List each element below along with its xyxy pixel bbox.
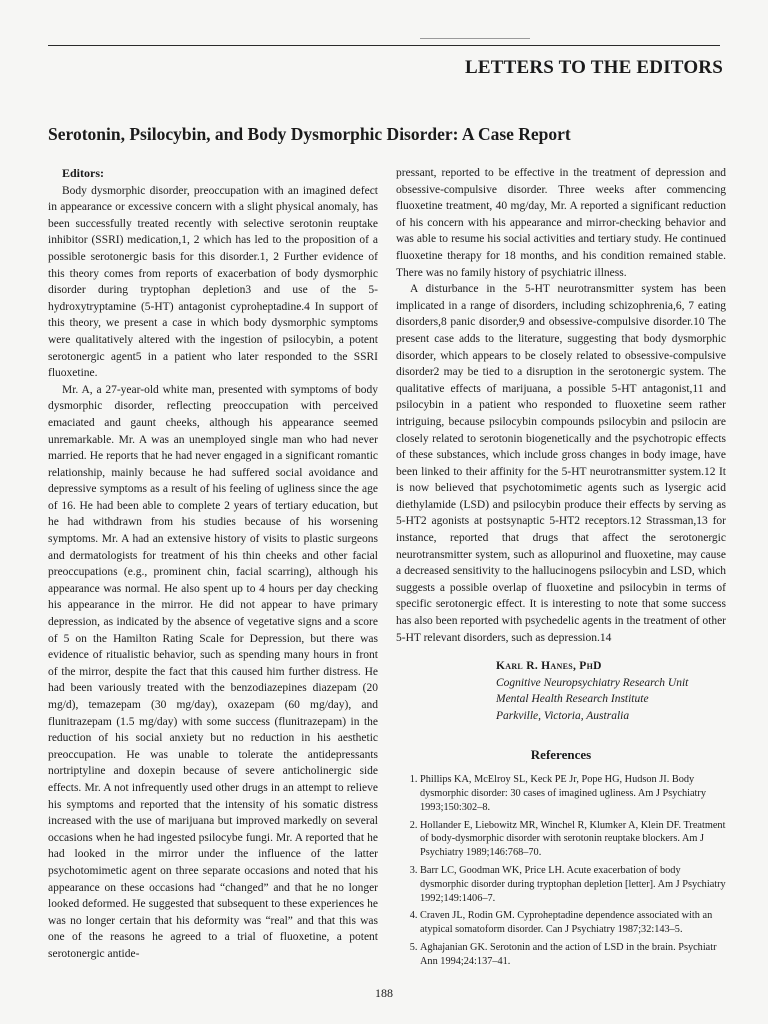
reference-item: 2. Hollander E, Liebowitz MR, Winchel R, Klumker A, Klein DF. Treatment of body-dysmorphic disorder with serotonin reuptake blockers. Am J Psychiatry 1989;146:768–70.	[420, 819, 726, 860]
body-paragraph: A disturbance in the 5-HT neurotransmitter system has been implicated in a range of disorders, including schizophrenia,6, 7 eating disorders,8 panic disorder,9 and obsessive-compulsive disorder.10 The present case adds to the literature, suggesting that body dysmorphic disorder, which appears to be closely related to obsessive-compulsive disorder2 may be tied to a disruption in the serotonergic system. The qualitative effects of marijuana, a possible 5-HT antagonist,11 and psilocybin in a patient who responded to fluoxetine seem rather intriguing, because psilocybin compounds psilocybin and psilocin are closely related to serotonin biogenetically and the psychotropic effects of these substances, which include gross changes in body image, have been linked to their affinity for the 5-HT neurotransmitter system.12 It is now believed that psychotomimetic agents such as lysergic acid diethylamide (LSD) and psilocybin produce their effects by serving as 5-HT2 agonists at postsynaptic 5-HT2 receptors.12 Strassman,13 for instance, reported that drugs that affect the serotonergic neurotransmitter system, such as allopurinol and fluoxetine, may cause a decreased sensitivity to the hallucinogens psilocybin and LSD, which suggests a possible overlap of fluoxetine and psilocybin in terms of specific serotonergic effect. It is interesting to note that some success has also been reported with psychedelic agents in the treatment of other 5-HT relevant disorders, such as depression.14	[396, 283, 726, 644]
body-paragraph: Body dysmorphic disorder, preoccupation with an imagined defect in appearance or excessive concern with a slight physical anomaly, has been successfully treated recently with selective serotonin reuptake inhibitor (SSRI) medication,1, 2 which has led to the proposition of a possible serotonergic basis for this disorder.1, 2 Further evidence of this theory comes from reports of exacerbation of body dysmorphic disorder during tryptophan depletion3 and use of the 5-hydroxytryptamine (5-HT) antagonist cyproheptadine.4 In support of this theory, we present a case in which body dysmorphic symptoms were qualitatively altered with the ingestion of psilocybin, a potent serotonergic agent5 in a patient who later responded to the SSRI fluoxetine.	[48, 184, 378, 380]
reference-item: 3. Barr LC, Goodman WK, Price LH. Acute exacerbation of body dysmorphic disorder during tryptophan depletion [letter]. Am J Psychiatry 1992;149:1406–7.	[420, 864, 726, 905]
reference-item: 5. Aghajanian GK. Serotonin and the action of LSD in the brain. Psychiatr Ann 1994;24:137–41.	[420, 941, 726, 969]
references-list	[396, 773, 726, 968]
body-paragraph: pressant, reported to be effective in the treatment of depression and obsessive-compulsive disorder. Three weeks after commencing fluoxetine treatment, 40 mg/day, Mr. A reported a significant reduction of his concern with his appearance and mirror-checking behavior and was able to resume his social activities and tertiary study. He continued fluoxetine therapy for 18 months, and his condition remained stable. There was no family history of psychiatric illness.	[396, 167, 726, 279]
author-affiliation: Cognitive Neuropsychiatry Research Unit	[496, 676, 689, 689]
header-faint-rule	[420, 38, 530, 39]
reference-item: 4. Craven JL, Rodin GM. Cyproheptadine dependence associated with an atypical somatoform disorder. Can J Psychiatry 1987;32:143–5.	[420, 909, 726, 937]
right-column	[396, 165, 726, 973]
author-name: Karl R. Hanes, PhD	[496, 660, 602, 673]
page-number: 188	[375, 986, 393, 1000]
body-paragraph: Mr. A, a 27-year-old white man, presented with symptoms of body dysmorphic disorder, reflecting preoccupation with perceived emaciated and gaunt cheeks, although his appearance seemed unremarkable. Mr. A was an unemployed single man who had never married. He reports that he had never engaged in a significant romantic relationship, mainly because he had suffered social avoidance and depressive symptoms as a result of his feeling of ugliness since the age of 16. He had been able to complete 2 years of tertiary education, but he had withdrawn from his studies because of his worsening symptoms. Mr. A had an extensive history of visits to plastic surgeons and dermatologists for treatment of his thin cheeks and other facial preoccupations (e.g., prominent chin, facial scarring), although his appearance was normal. He also spent up to 4 hours per day checking his appearance in the mirror. He did not appear to have primary depression, as indicated by the absence of vegetative signs and a score of 5 on the Hamilton Rating Scale for Depression, but there was evidence of ritualistic behavior, such as spending many hours in front of the mirror, despite the fact that this caused him further distress. He had been variously treated with the benzodiazepines diazepam (20 mg/d), temazepam (30 mg/day), oxazepam (60 mg/day), and flunitrazepam (1.5 mg/day) with some success (flunitrazepam) in the reduction of his social anxiety but no reduction in his aesthetic preoccupation. He was unable to tolerate the antidepressants nortriptyline and doxepin because of severe anticholinergic side effects. Mr. A not infrequently used other drugs in an attempt to relieve his symptoms and reported that the intensity of his somatic distress increased with the use of marijuana but improved markedly on several occasions when he had ingested psilocybe fungi. Mr. A reported that he had looked in the mirror under the influence of the latter psychotomimetic agent on three separate occasions and noted that his appearance on these occasions had “changed” and that he no longer looked deformed. He suggested that subsequent to these experiences he was no longer certain that his deformity was “real” and that this was one of the reasons he agreed to a trial of fluoxetine, a potent serotonergic antide-	[48, 383, 378, 960]
author-institute: Mental Health Research Institute	[496, 693, 649, 706]
reference-item: 1. Phillips KA, McElroy SL, Keck PE Jr, Pope HG, Hudson JI. Body dysmorphic disorder: 30 cases of imagined ugliness. Am J Psychiatry 1993;150:302–8.	[420, 773, 726, 814]
section-heading: LETTERS TO THE EDITORS	[464, 57, 723, 78]
header-rule	[48, 45, 720, 46]
references-heading: References	[530, 746, 592, 762]
article-title: Serotonin, Psilocybin, and Body Dysmorphic Disorder: A Case Report	[48, 124, 571, 144]
salutation: Editors:	[62, 166, 104, 180]
left-column	[48, 165, 378, 963]
signature-block	[496, 658, 726, 724]
author-location: Parkville, Victoria, Australia	[496, 710, 630, 722]
